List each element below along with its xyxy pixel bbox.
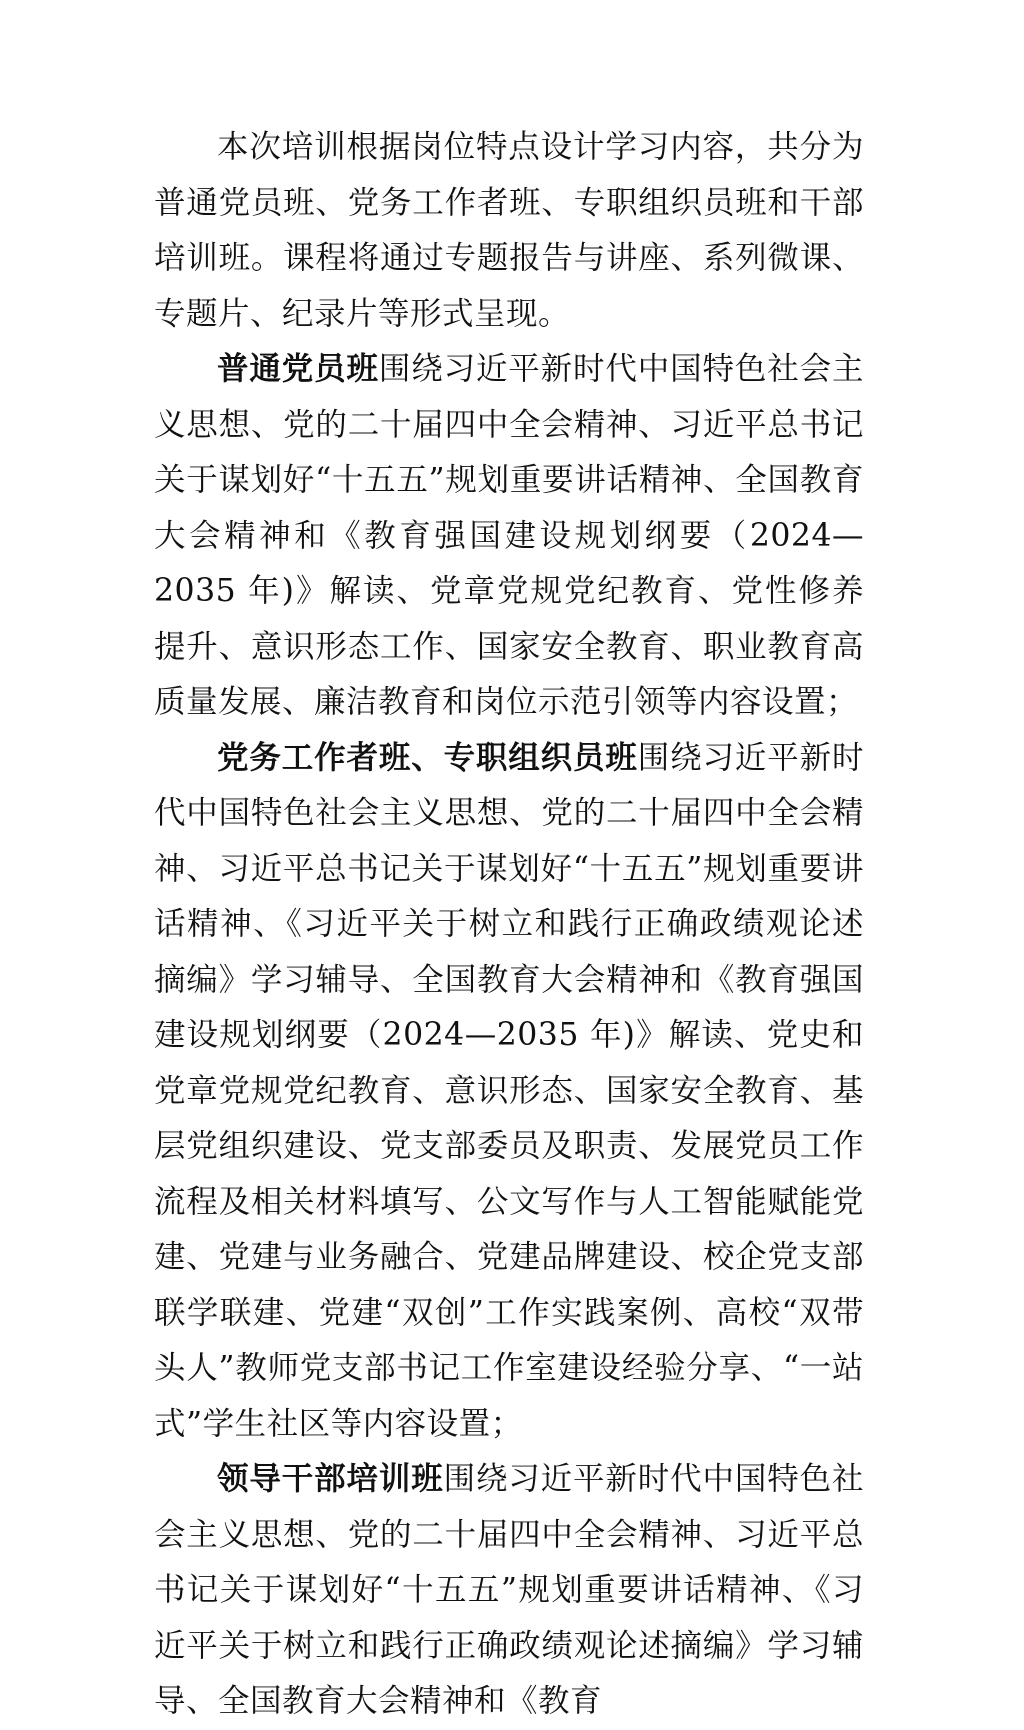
paragraph-text: 围绕习近平新时代中国特色社会主义思想、党的二十届四中全会精神、习近平总书记关于谋划好“十五五”规划重要讲话精神、全国教育大会精神和《教育强国建设规划纲要（2024—2035 年)》解读、党章党规党纪教育、党性修养提升、意识形态工作、国家安全教育、职业教育高质量发展、廉洁教育和岗位示范引领等内容设置； [154,351,864,720]
paragraph-text: 围绕习近平新时代中国特色社会主义思想、党的二十届四中全会精神、习近平总书记关于谋划好“十五五”规划重要讲话精神、《习近平关于树立和践行正确政绩观论述摘编》学习辅导、全国教育大会精神和《教育 [154,1461,864,1719]
paragraph-party-worker-class [154,731,864,1453]
paragraph-text: 本次培训根据岗位特点设计学习内容，共分为普通党员班、党务工作者班、专职组织员班和干部培训班。课程将通过专题报告与讲座、系列微课、专题片、纪录片等形式呈现。 [154,129,864,332]
paragraph-leader-cadre-class [154,1452,864,1730]
paragraph-lead: 普通党员班 [217,351,379,387]
document-body [154,120,864,1730]
paragraph-lead: 党务工作者班、专职组织员班 [217,739,638,776]
paragraph-lead: 领导干部培训班 [217,1461,444,1497]
paragraph-regular-member-class [154,342,864,731]
paragraph-text: 围绕习近平新时代中国特色社会主义思想、党的二十届四中全会精神、习近平总书记关于谋划好“十五五”规划重要讲话精神、《习近平关于树立和践行正确政绩观论述摘编》学习辅导、全国教育大会精神和《教育强国建设规划纲要（2024—2035 年)》解读、党史和党章党规党纪教育、意识形态、国家安全教育、基层党组织建设、党支部委员及职责、发展党员工作流程及相关材料填写、公文写作与人工智能赋能党建、党建与业务融合、党建品牌建设、校企党支部联学联建、党建“双创”工作实践案例、高校“双带头人”教师党支部书记工作室建设经验分享、“一站式”学生社区等内容设置； [154,739,864,1442]
paragraph-intro [154,120,864,342]
